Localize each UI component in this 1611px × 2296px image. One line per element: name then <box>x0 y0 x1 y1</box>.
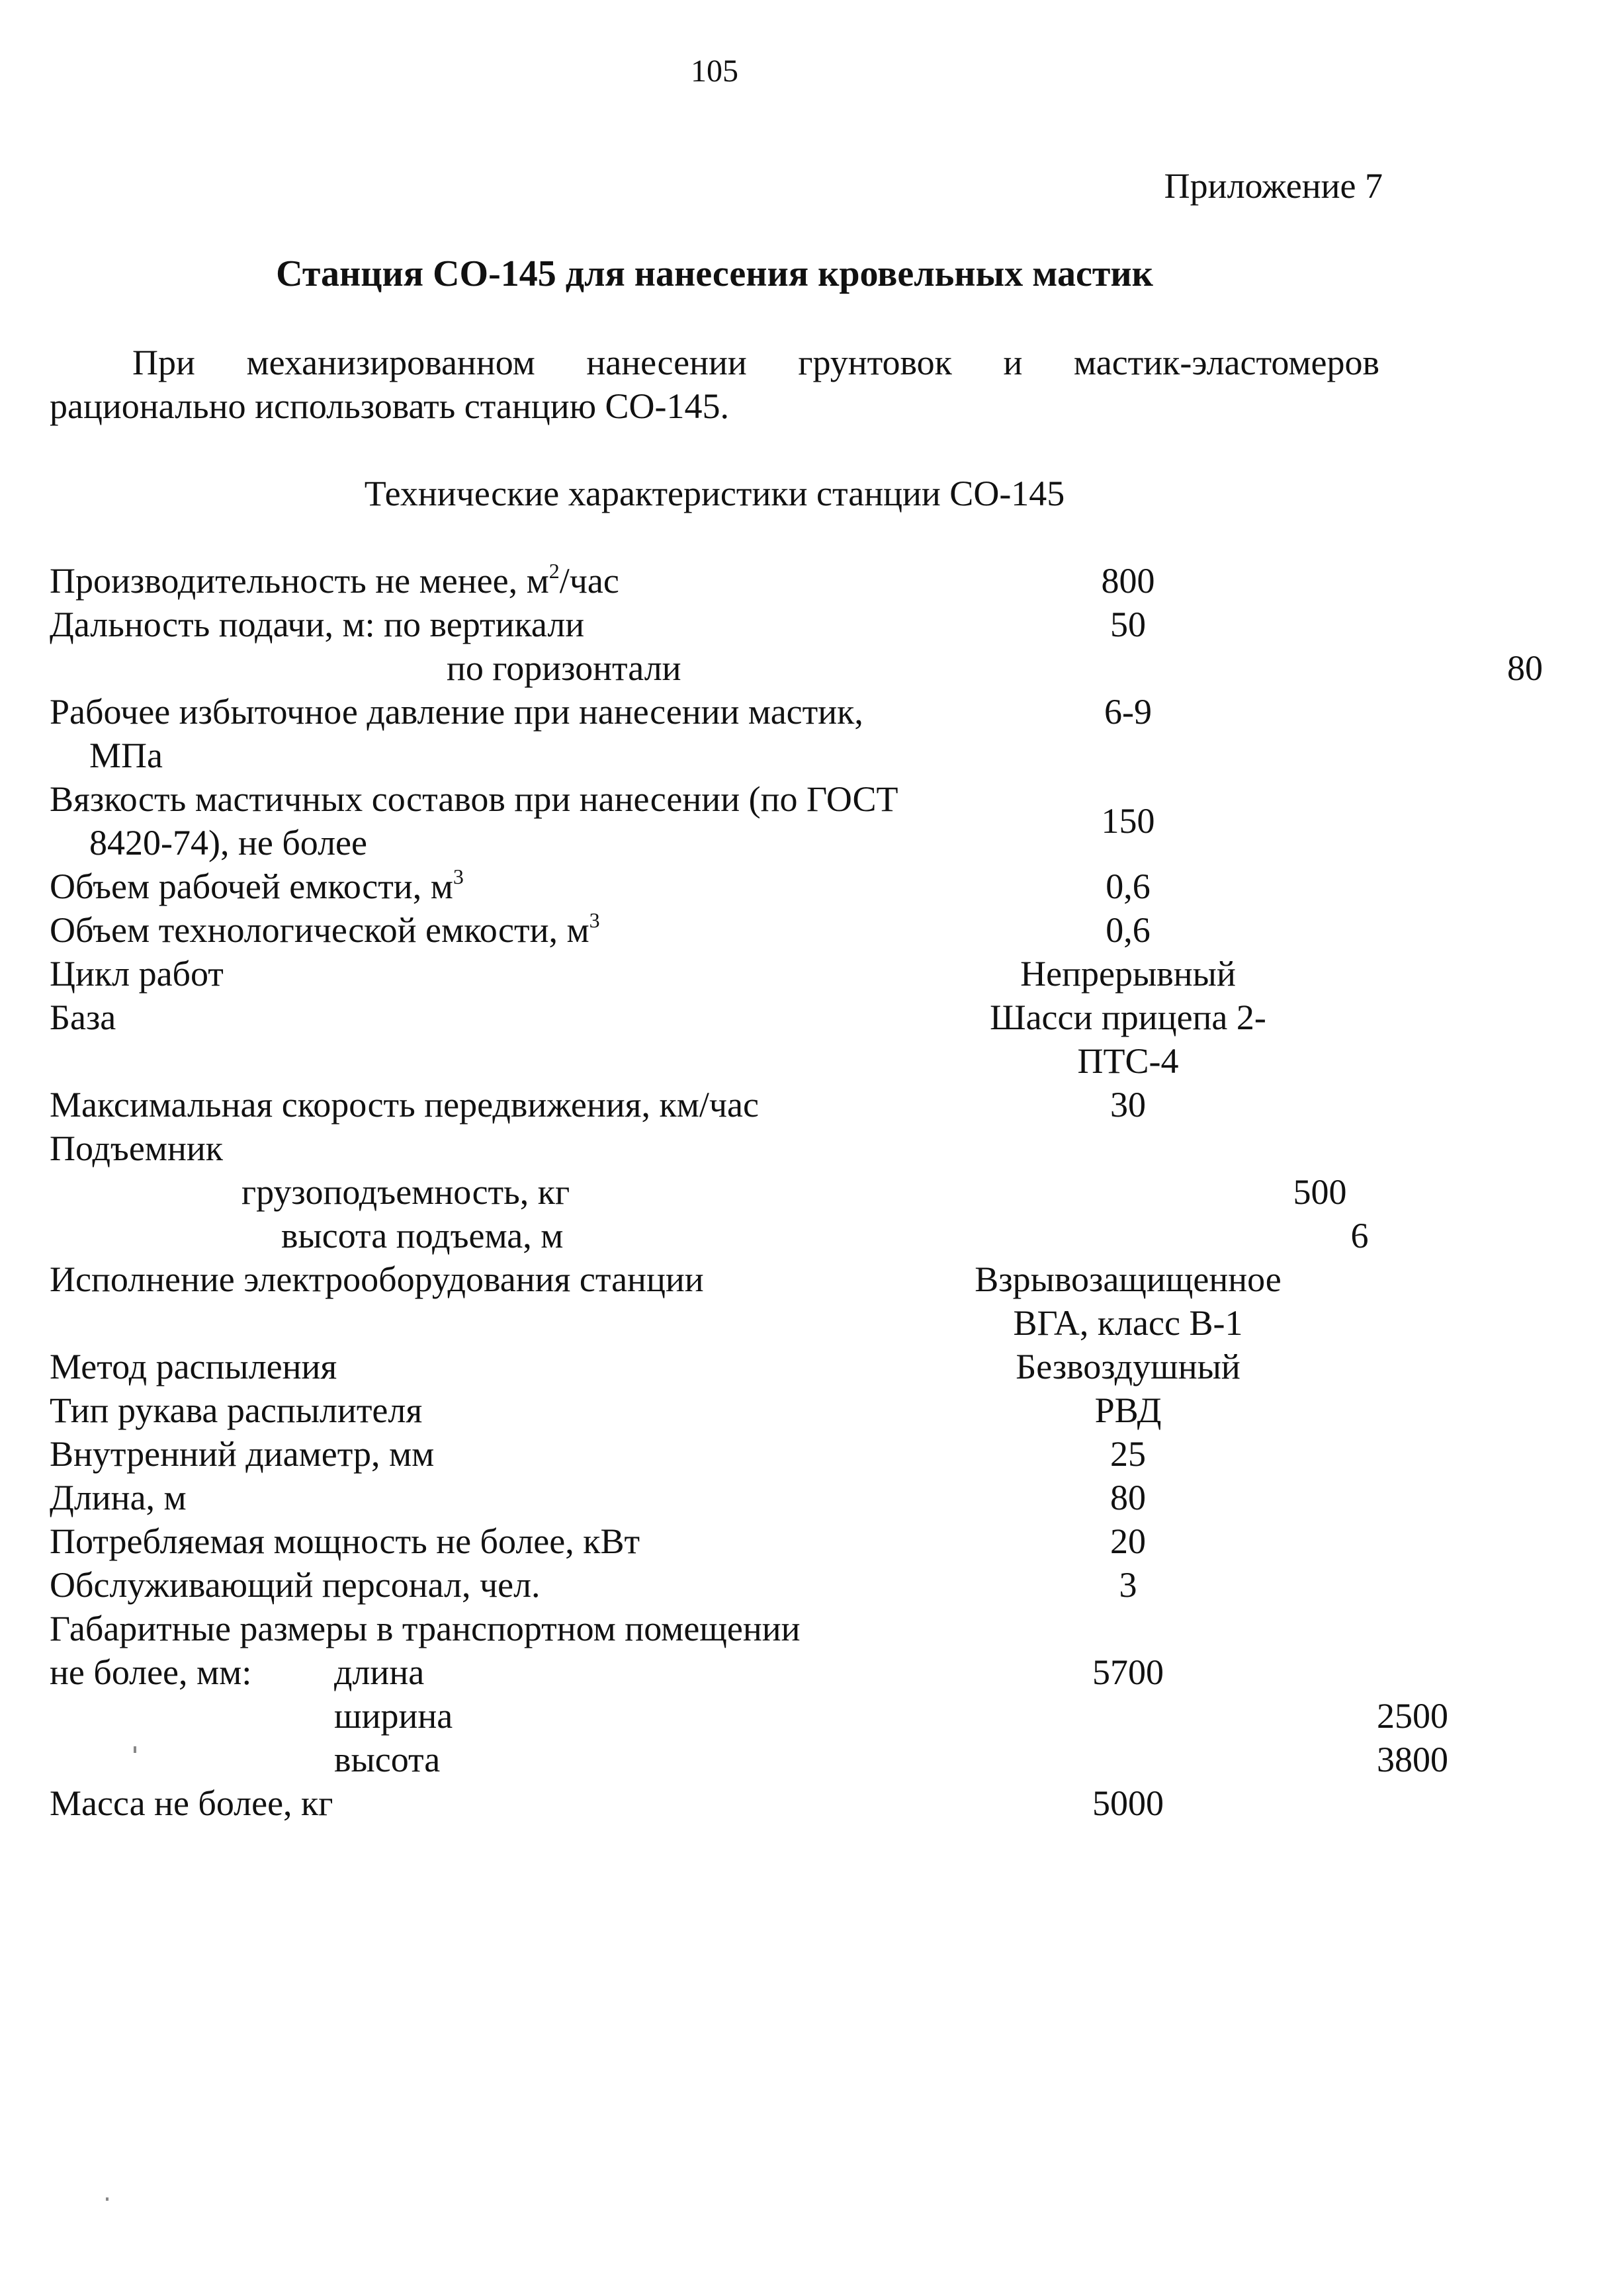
spec-row-lifter <box>50 1127 1413 1170</box>
spec-value-line: ВГА, класс В-1 <box>1013 1303 1243 1343</box>
spec-row-lift-height <box>50 1214 1413 1257</box>
intro-word: и <box>1003 343 1023 382</box>
spec-value: 30 <box>1110 1085 1146 1125</box>
spec-value: 50 <box>1110 605 1146 644</box>
spec-label: Масса не более, кг <box>50 1783 333 1823</box>
page-number: 105 <box>691 54 738 89</box>
specs-table <box>50 559 1543 1825</box>
intro-line-2: рационально использовать станцию СО-145. <box>50 386 730 426</box>
spec-label-sup: 3 <box>453 865 464 888</box>
spec-value: 5000 <box>1092 1783 1164 1823</box>
spec-label-line: МПа <box>89 736 163 775</box>
spec-label: ширина <box>334 1696 453 1736</box>
intro-line-1 <box>50 341 1379 384</box>
spec-row-viscosity <box>50 777 1413 865</box>
spec-value: 3 <box>1119 1565 1137 1605</box>
spec-label: Исполнение электрооборудования станции <box>50 1259 704 1299</box>
spec-row-dim-length <box>50 1650 1413 1694</box>
spec-label: Обслуживающий персонал, чел. <box>50 1565 541 1605</box>
spec-value: 6 <box>1350 1216 1369 1255</box>
spec-label: База <box>50 998 116 1037</box>
spec-label: Потребляемая мощность не более, кВт <box>50 1521 640 1561</box>
spec-label: Цикл работ <box>50 954 224 994</box>
spec-row-feed-vertical <box>50 603 1413 646</box>
spec-label-line: 8420-74), не более <box>89 823 367 863</box>
spec-label-prefix: не более, мм: <box>50 1652 252 1692</box>
spec-label: Дальность подачи, м: по вертикали <box>50 605 585 644</box>
spec-label: Тип рукава распылителя <box>50 1390 423 1430</box>
spec-value: 25 <box>1110 1434 1146 1474</box>
spec-value: 20 <box>1110 1521 1146 1561</box>
spec-value: 150 <box>1101 801 1155 841</box>
spec-label-text: Объем рабочей емкости, м <box>50 867 453 906</box>
spec-row-dim-width <box>50 1694 1448 1738</box>
document-title: Станция СО-145 для нанесения кровельных мастик <box>276 253 1153 294</box>
spec-value <box>963 996 1293 1083</box>
spec-row-work-cycle <box>50 952 1413 996</box>
scan-speck <box>106 2197 109 2201</box>
intro-word: При <box>132 343 195 382</box>
appendix-label: Приложение 7 <box>1164 166 1383 206</box>
intro-paragraph <box>50 341 1379 428</box>
spec-row-inner-diameter <box>50 1432 1413 1476</box>
spec-value: 80 <box>1110 1478 1146 1517</box>
spec-label-line: Рабочее избыточное давление при нанесении мастик, <box>50 692 863 732</box>
specs-heading: Технические характеристики станции СО-145 <box>364 474 1065 513</box>
spec-label: Подъемник <box>50 1128 224 1168</box>
spec-row-length <box>50 1476 1413 1519</box>
spec-value: 80 <box>1507 648 1543 688</box>
spec-label: Метод распыления <box>50 1347 337 1386</box>
intro-word: нанесении <box>586 343 747 382</box>
spec-value: 2500 <box>1377 1696 1448 1736</box>
intro-word: грунтовок <box>798 343 952 382</box>
intro-word: механизированном <box>246 343 535 382</box>
spec-row-pressure <box>50 690 1413 777</box>
spec-row-electrical <box>50 1257 1413 1345</box>
spec-label-sup: 3 <box>589 908 600 932</box>
spec-value: 6-9 <box>1104 692 1152 732</box>
spec-label-text: Объем технологической емкости, м <box>50 910 589 950</box>
spec-value: 0,6 <box>1106 910 1151 950</box>
spec-value-line: Взрывозащищенное <box>975 1259 1282 1299</box>
spec-label: Габаритные размеры в транспортном помещении <box>50 1609 801 1648</box>
spec-label <box>50 865 963 908</box>
spec-row-dimensions <box>50 1607 1413 1650</box>
spec-row-power <box>50 1519 1413 1563</box>
spec-row-mass <box>50 1781 1413 1825</box>
spec-value: Непрерывный <box>1020 954 1236 994</box>
spec-row-dim-height <box>50 1738 1448 1781</box>
spec-row-hose-type <box>50 1388 1413 1432</box>
spec-label: Длина, м <box>50 1478 187 1517</box>
spec-row-working-tank <box>50 865 1413 908</box>
spec-label: Внутренний диаметр, мм <box>50 1434 435 1474</box>
spec-value: 500 <box>1293 1172 1347 1212</box>
spec-row-feed-horizontal <box>50 646 1543 690</box>
spec-label: грузоподъемность, кг <box>241 1172 570 1212</box>
spec-label-sup: 2 <box>548 559 560 583</box>
spec-row-base <box>50 996 1413 1083</box>
spec-value: 800 <box>1101 561 1155 601</box>
spec-row-lift-capacity <box>50 1170 1413 1214</box>
spec-value-line: Шасси прицепа 2- <box>990 998 1266 1037</box>
spec-label <box>50 777 963 865</box>
spec-label <box>50 690 963 777</box>
spec-label: высота подъема, м <box>281 1216 564 1255</box>
spec-label: по горизонтали <box>447 648 681 688</box>
spec-label-text: длина <box>334 1652 425 1692</box>
spec-row-max-speed <box>50 1083 1413 1127</box>
spec-value: РВД <box>1094 1390 1162 1430</box>
spec-value: 0,6 <box>1106 867 1151 906</box>
spec-value: 5700 <box>1092 1652 1164 1692</box>
spec-label-line: Вязкость мастичных составов при нанесении (по ГОСТ <box>50 779 898 819</box>
intro-word: мастик-эластомеров <box>1073 343 1379 382</box>
spec-label <box>50 1650 963 1694</box>
spec-label-suffix: /час <box>559 561 619 601</box>
spec-row-spray-method <box>50 1345 1413 1388</box>
spec-label-text: Производительность не менее, м <box>50 561 549 601</box>
spec-label: высота <box>334 1740 441 1779</box>
spec-row-productivity <box>50 559 1413 603</box>
spec-value-line: ПТС-4 <box>1077 1041 1179 1081</box>
scan-speck <box>134 1746 136 1753</box>
spec-row-process-tank <box>50 908 1413 952</box>
spec-value <box>963 1257 1293 1345</box>
spec-label <box>50 908 963 952</box>
spec-label <box>50 559 963 603</box>
spec-row-personnel <box>50 1563 1413 1607</box>
spec-value: 3800 <box>1377 1740 1448 1779</box>
spec-value: Безвоздушный <box>1016 1347 1241 1386</box>
spec-label: Максимальная скорость передвижения, км/час <box>50 1085 759 1125</box>
